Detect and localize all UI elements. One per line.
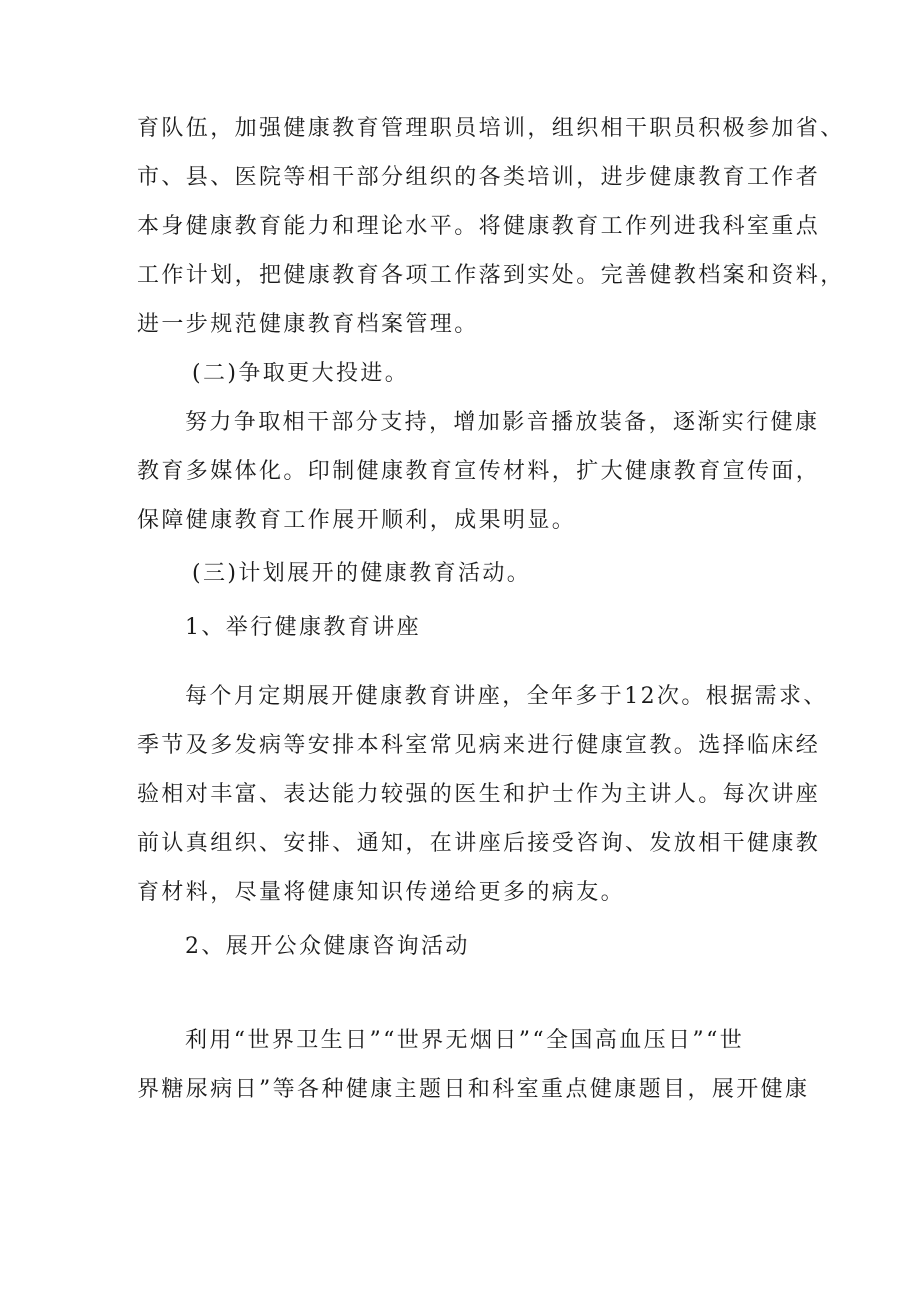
paragraph-line: 利用“世界卫生日”“世界无烟日”“全国高血压日”“世 <box>185 1028 745 1053</box>
paragraph-line: 育材料，尽量将健康知识传递给更多的病友。 <box>137 880 626 905</box>
paragraph-line: 工作计划，把健康教育各项工作落到实处。完善健教档案和资料， <box>137 263 845 288</box>
section-heading-3: (三)计划展开的健康教育活动。 <box>192 561 532 586</box>
subheading-2: 2、展开公众健康咨询活动 <box>185 934 470 959</box>
paragraph-line: 本身健康教育能力和理论水平。将健康教育工作列进我科室重点 <box>137 214 821 239</box>
paragraph-line: 界糖尿病日”等各种健康主题日和科室重点健康题目，展开健康 <box>137 1077 810 1102</box>
paragraph-line: 保障健康教育工作展开顺利，成果明显。 <box>137 508 577 533</box>
paragraph-line: 努力争取相干部分支持，增加影音播放装备，逐渐实行健康 <box>185 410 820 435</box>
section-heading-2: (二)争取更大投进。 <box>192 361 410 386</box>
paragraph-line: 前认真组织、安排、通知，在讲座后接受咨询、发放相干健康教 <box>137 831 821 856</box>
paragraph-line: 市、县、医院等相干部分组织的各类培训，进步健康教育工作者 <box>137 165 821 190</box>
subheading-1: 1、举行健康教育讲座 <box>185 615 421 640</box>
paragraph-line: 季节及多发病等安排本科室常见病来进行健康宣教。选择临床经 <box>137 733 821 758</box>
paragraph-line: 验相对丰富、表达能力较强的医生和护士作为主讲人。每次讲座 <box>137 782 821 807</box>
paragraph-line: 育队伍，加强健康教育管理职员培训，组织相干职员积极参加省、 <box>137 116 845 141</box>
paragraph-line: 每个月定期展开健康教育讲座，全年多于12次。根据需求、 <box>185 684 828 709</box>
paragraph-line: 进一步规范健康教育档案管理。 <box>137 312 479 337</box>
paragraph-line: 教育多媒体化。印制健康教育宣传材料，扩大健康教育宣传面， <box>137 459 821 484</box>
